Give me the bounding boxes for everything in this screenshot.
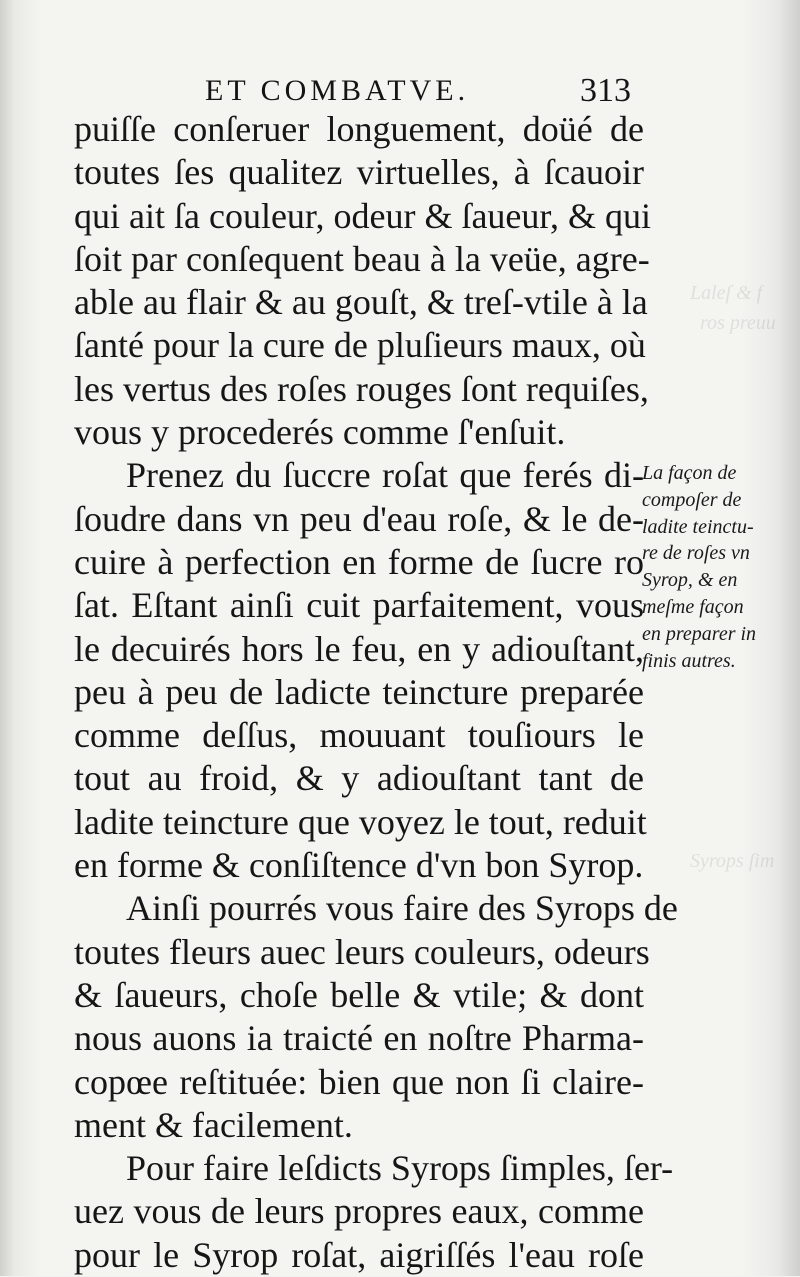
page-number: 313 bbox=[580, 72, 631, 109]
bleed-through-text: Syrops ſim bbox=[690, 850, 775, 872]
text-line: peu à peu de ladicte teincture preparée bbox=[74, 671, 644, 712]
text-line: le decuirés hors le feu, en y adiouſtant, bbox=[74, 628, 644, 669]
running-head: ET COMBATVE. bbox=[205, 74, 470, 107]
text-line: qui ait ſa couleur, odeur & ſaueur, & qui bbox=[74, 195, 651, 236]
text-line: Ainſi pourrés vous faire des Syrops de bbox=[126, 888, 678, 929]
margin-note-line: Syrop, & en bbox=[642, 569, 738, 592]
margin-note bbox=[642, 460, 792, 674]
margin-note-line: compoſer de bbox=[642, 488, 742, 511]
bleed-through-text: Laleſ & f bbox=[690, 282, 763, 304]
main-text-block bbox=[74, 108, 678, 1277]
text-line: ment & facilement. bbox=[74, 1104, 353, 1145]
text-line: ſanté pour la cure de pluſieurs maux, où bbox=[74, 325, 646, 366]
text-line: tout au froid, & y adiouſtant tant de bbox=[74, 758, 644, 799]
text-line: ſoudre dans vn peu d'eau roſe, & le de- bbox=[74, 498, 644, 539]
text-line: toutes ſes qualitez virtuelles, à ſcauoir bbox=[74, 152, 644, 193]
margin-note-line: La façon de bbox=[642, 462, 737, 484]
text-line: able au flair & au gouſt, & treſ-vtile à la bbox=[74, 282, 648, 323]
bleed-through-text: ros preuu bbox=[700, 312, 776, 334]
text-line: les vertus des roſes rouges ſont requiſes, bbox=[74, 368, 649, 409]
text-line: vous y procederés comme ſ'enſuit. bbox=[74, 412, 566, 453]
margin-note-line: ladite teinctu- bbox=[642, 515, 754, 538]
text-line: ſoit par conſequent beau à la veüe, agre- bbox=[74, 238, 650, 279]
page-header bbox=[0, 70, 800, 110]
margin-note-line: re de roſes vn bbox=[642, 542, 750, 565]
text-line: pour le Syrop roſat, aigriſſés l'eau roſe bbox=[74, 1234, 644, 1275]
margin-note-line: meſme façon bbox=[642, 595, 744, 618]
text-line: Prenez du ſuccre roſat que ferés di- bbox=[126, 455, 644, 496]
text-line: en forme & conſiſtence d'vn bon Syrop. bbox=[74, 845, 644, 886]
text-line: copœe reſtituée: bien que non ſi claire- bbox=[74, 1061, 644, 1102]
text-line: comme deſſus, mouuant touſiours le bbox=[74, 715, 644, 756]
margin-note-line: en preparer in bbox=[642, 622, 757, 645]
margin-note-line: finis autres. bbox=[642, 649, 736, 672]
text-line: puiſſe conſeruer longuement, doüé de bbox=[74, 109, 644, 149]
text-line: ſat. Eſtant ainſi cuit parfaitement, vous bbox=[74, 585, 644, 626]
text-line: nous auons ia traicté en noſtre Pharma- bbox=[74, 1018, 644, 1059]
text-line: Pour faire leſdicts Syrops ſimples, ſer- bbox=[126, 1148, 674, 1189]
text-line: ladite teincture que voyez le tout, reduit bbox=[74, 801, 647, 842]
text-line: & ſaueurs, choſe belle & vtile; & dont bbox=[74, 974, 644, 1015]
text-line: toutes fleurs auec leurs couleurs, odeurs bbox=[74, 931, 650, 972]
text-line: cuire à perfection en forme de ſucre ro bbox=[74, 541, 644, 582]
text-line: uez vous de leurs propres eaux, comme bbox=[74, 1191, 644, 1232]
